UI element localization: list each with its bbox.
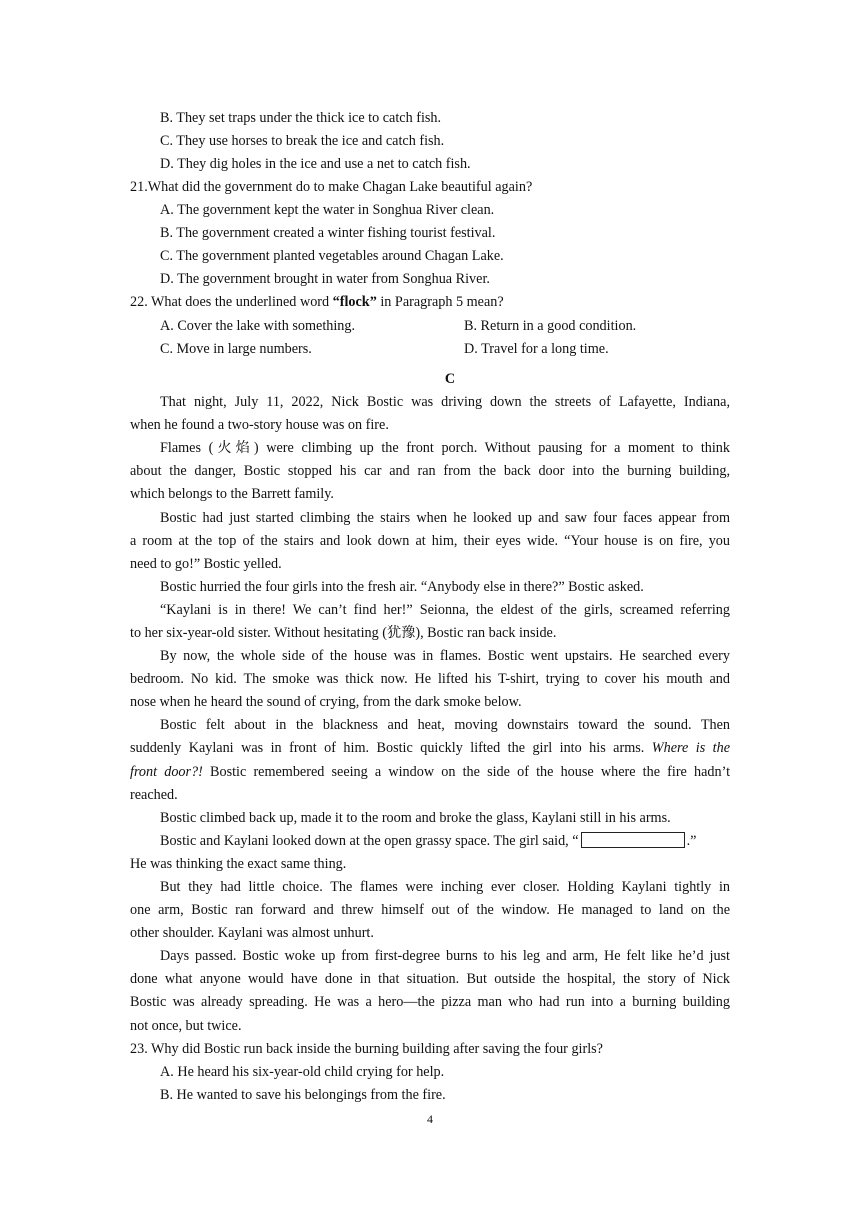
- q22-option-b: B. Return in a good condition.: [464, 318, 637, 334]
- q22-option-a: A. Cover the lake with something.: [160, 318, 356, 334]
- passage-line: one arm, Bostic ran forward and threw himself out of the window. He managed to land on the: [130, 902, 730, 918]
- passage-line: [160, 832, 696, 850]
- passage-line: [130, 763, 730, 781]
- passage-line: Bostic climbed back up, made it to the room and broke the glass, Kaylani still in his arms.: [160, 810, 671, 826]
- q21-option-c: C. The government planted vegetables around Chagan Lake.: [160, 248, 504, 264]
- q20-option-c: C. They use horses to break the ice and catch fish.: [160, 133, 445, 149]
- q22-option-d: D. Travel for a long time.: [464, 341, 609, 357]
- passage-line: [130, 739, 730, 757]
- q23-stem: 23. Why did Bostic run back inside the burning building after saving the four girls?: [130, 1041, 603, 1057]
- q22-option-c: C. Move in large numbers.: [160, 341, 312, 357]
- passage-text: suddenly Kaylani was in front of him. Bostic quickly lifted the girl into his arms.: [130, 740, 652, 756]
- answer-blank-box[interactable]: [581, 832, 685, 848]
- passage-line: Bostic felt about in the blackness and heat, moving downstairs toward the sound. Then: [160, 717, 730, 733]
- passage-line: need to go!” Bostic yelled.: [130, 556, 282, 572]
- passage-line: Bostic had just started climbing the stairs when he looked up and saw four faces appear from: [160, 510, 730, 526]
- passage-line: That night, July 11, 2022, Nick Bostic was driving down the streets of Lafayette, Indiana,: [160, 394, 730, 410]
- passage-line: nose when he heard the sound of crying, from the dark smoke below.: [130, 694, 522, 710]
- passage-line: which belongs to the Barrett family.: [130, 486, 334, 502]
- passage-line: to her six-year-old sister. Without hesitating (犹豫), Bostic ran back inside.: [130, 625, 557, 641]
- passage-line: Bostic hurried the four girls into the fresh air. “Anybody else in there?” Bostic asked.: [160, 579, 644, 595]
- passage-italic-text: Where is the: [651, 740, 731, 756]
- passage-line: By now, the whole side of the house was in flames. Bostic went upstairs. He searched every: [160, 648, 730, 664]
- passage-line: not once, but twice.: [130, 1018, 242, 1034]
- q22-stem: [130, 293, 504, 311]
- passage-line: about the danger, Bostic stopped his car and ran from the back door into the burning building,: [130, 463, 730, 479]
- passage-line: when he found a two-story house was on fire.: [130, 417, 389, 433]
- q22-stem-word: “flock”: [332, 294, 377, 310]
- passage-line: He was thinking the exact same thing.: [130, 856, 347, 872]
- passage-line: a room at the top of the stairs and look down at him, their eyes wide. “Your house is on fire, you: [130, 533, 730, 549]
- passage-italic-text: front door?!: [130, 764, 203, 780]
- passage-line: Days passed. Bostic woke up from first-degree burns to his leg and arm, He felt like he’d just: [160, 948, 730, 964]
- q21-option-a: A. The government kept the water in Songhua River clean.: [160, 202, 495, 218]
- q20-option-b: B. They set traps under the thick ice to catch fish.: [160, 110, 442, 126]
- passage-text: Bostic remembered seeing a window on the side of the house where the fire hadn’t: [202, 764, 731, 780]
- q20-option-d: D. They dig holes in the ice and use a net to catch fish.: [160, 156, 471, 172]
- passage-line: But they had little choice. The flames were inching ever closer. Holding Kaylani tightly in: [160, 879, 730, 895]
- q22-stem-after: in Paragraph 5 mean?: [376, 294, 504, 310]
- passage-line: Bostic was already spreading. He was a hero—the pizza man who had run into a burning building: [130, 994, 730, 1010]
- q23-option-a: A. He heard his six-year-old child crying for help.: [160, 1064, 445, 1080]
- page-number: 4: [427, 1112, 433, 1126]
- passage-line: “Kaylani is in there! We can’t find her!” Seionna, the eldest of the girls, screamed referring: [160, 602, 730, 618]
- q21-option-d: D. The government brought in water from Songhua River.: [160, 271, 490, 287]
- section-heading: C: [444, 371, 456, 387]
- passage-text: .”: [686, 833, 697, 849]
- q21-option-b: B. The government created a winter fishing tourist festival.: [160, 225, 496, 241]
- passage-line: reached.: [130, 787, 178, 803]
- passage-line: other shoulder. Kaylani was almost unhurt.: [130, 925, 374, 941]
- passage-line: done what anyone would have done in that situation. But outside the hospital, the story of Nick: [130, 971, 730, 987]
- q23-option-b: B. He wanted to save his belongings from the fire.: [160, 1087, 446, 1103]
- q22-stem-before: 22. What does the underlined word: [130, 294, 333, 310]
- q21-stem: 21.What did the government do to make Chagan Lake beautiful again?: [130, 179, 533, 195]
- passage-line: bedroom. No kid. The smoke was thick now. He lifted his T-shirt, trying to cover his mouth and: [130, 671, 730, 687]
- passage-text: Bostic and Kaylani looked down at the open grassy space. The girl said, “: [160, 833, 579, 849]
- passage-line: Flames (火焰) were climbing up the front porch. Without pausing for a moment to think: [160, 440, 730, 456]
